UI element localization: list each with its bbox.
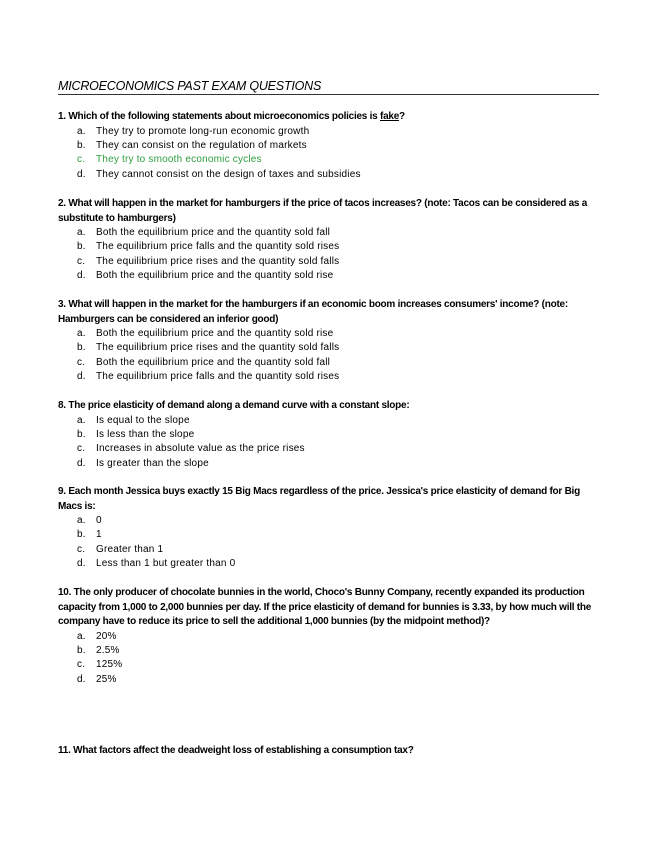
option-letter: c. (77, 356, 86, 368)
option-text: Less than 1 but greater than 0 (96, 558, 236, 570)
option-text: Increases in absolute value as the price rises (96, 443, 305, 455)
emphasis-text: fake (380, 111, 400, 122)
question-9 (58, 485, 603, 572)
option-text: Both the equilibrium price and the quantity sold fall (96, 356, 331, 368)
option-letter: a. (77, 328, 86, 339)
option-d (58, 673, 603, 687)
option-letter: c. (77, 154, 86, 166)
option-letter: a. (77, 414, 86, 426)
option-a (58, 226, 603, 240)
question-text-tail: ? (399, 111, 405, 122)
option-letter: b. (77, 241, 86, 253)
option-letter: d. (77, 673, 86, 685)
option-b (58, 240, 603, 254)
option-text: Both the equilibrium price and the quantity sold fall (96, 227, 331, 238)
option-c (58, 543, 603, 557)
option-b (58, 428, 603, 442)
option-text: 25% (96, 673, 117, 685)
option-letter: b. (77, 529, 86, 541)
question-stem (58, 110, 603, 125)
question-stem: 3. What will happen in the market for the hamburgers if an economic boom increases consumers' income? (note: Hamburgers can be considered an inferior good) (58, 299, 568, 325)
option-c (58, 255, 603, 269)
option-b (58, 644, 603, 658)
options-list (58, 630, 603, 688)
option-a (58, 630, 603, 644)
option-text: 125% (96, 659, 123, 671)
option-c-highlighted (58, 153, 603, 167)
option-text: 20% (96, 630, 117, 642)
option-d (58, 269, 603, 283)
option-text: The equilibrium price rises and the quantity sold falls (96, 342, 340, 354)
option-letter: b. (77, 342, 86, 354)
option-text: They try to smooth economic cycles (96, 154, 262, 166)
option-a (58, 514, 603, 528)
question-2 (58, 197, 603, 284)
options-list (58, 226, 603, 284)
option-letter: d. (77, 371, 86, 383)
option-letter: a. (77, 630, 86, 642)
option-b (58, 341, 603, 355)
option-a (58, 327, 603, 341)
option-d (58, 457, 603, 471)
option-text: 0 (96, 515, 102, 526)
option-a (58, 414, 603, 428)
option-letter: b. (77, 644, 86, 656)
option-c (58, 442, 603, 456)
option-text: The equilibrium price rises and the quantity sold falls (96, 255, 340, 267)
options-list (58, 327, 603, 385)
question-text: 1. Which of the following statements about microeconomics policies is (58, 111, 380, 122)
question-stem: 2. What will happen in the market for hamburgers if the price of tacos increases? (note: Tacos can be considered as a substitute to hamburgers) (58, 198, 588, 224)
option-b (58, 139, 603, 153)
option-c (58, 356, 603, 370)
question-8 (58, 399, 603, 471)
question-10 (58, 586, 603, 687)
page-title: MICROECONOMICS PAST EXAM QUESTIONS (58, 79, 599, 95)
option-b (58, 528, 603, 542)
question-11 (58, 744, 603, 759)
option-letter: d. (77, 270, 86, 282)
option-d (58, 370, 603, 384)
option-d (58, 557, 603, 571)
option-letter: a. (77, 125, 86, 137)
option-letter: c. (77, 659, 86, 671)
question-stem: 10. The only producer of chocolate bunnies in the world, Choco's Bunny Company, recently expanded its production capacity from 1,000 to 2,000 bunnies per day. If the price elasticity of demand for bunnies is 3.33, by how much will the company have to reduce its price to sell the additional 1,000 bunnies (by the midpoint method)? (58, 587, 592, 627)
option-letter: c. (77, 255, 86, 267)
options-list (58, 514, 603, 572)
option-letter: c. (77, 443, 86, 455)
option-text: They try to promote long-run economic growth (96, 125, 310, 137)
option-text: Is greater than the slope (96, 457, 209, 469)
option-text: 1 (96, 529, 102, 541)
options-list (58, 125, 603, 183)
option-text: The equilibrium price falls and the quantity sold rises (96, 241, 340, 253)
option-letter: d. (77, 558, 86, 570)
option-text: Greater than 1 (96, 543, 164, 555)
option-letter: a. (77, 227, 86, 238)
option-a (58, 125, 603, 139)
option-text: They cannot consist on the design of taxes and subsidies (96, 168, 361, 180)
question-3 (58, 298, 603, 385)
option-text: Both the equilibrium price and the quantity sold rise (96, 270, 334, 282)
option-letter: d. (77, 457, 86, 469)
question-stem: 8. The price elasticity of demand along a demand curve with a constant slope: (58, 400, 410, 411)
option-text: Is equal to the slope (96, 414, 190, 426)
option-letter: d. (77, 168, 86, 180)
option-letter: a. (77, 515, 86, 526)
question-stem: 9. Each month Jessica buys exactly 15 Big Macs regardless of the price. Jessica's price elasticity of demand for Big Macs is: (58, 486, 580, 512)
option-text: The equilibrium price falls and the quantity sold rises (96, 371, 340, 383)
question-stem: 11. What factors affect the deadweight loss of establishing a consumption tax? (58, 745, 414, 756)
option-text: Both the equilibrium price and the quantity sold rise (96, 328, 334, 339)
option-text: They can consist on the regulation of markets (96, 139, 307, 151)
option-d (58, 168, 603, 182)
question-1 (58, 110, 603, 182)
option-text: 2.5% (96, 644, 120, 656)
option-letter: b. (77, 139, 86, 151)
option-text: Is less than the slope (96, 428, 195, 440)
option-c (58, 658, 603, 672)
options-list (58, 414, 603, 472)
option-letter: b. (77, 428, 86, 440)
option-letter: c. (77, 543, 86, 555)
